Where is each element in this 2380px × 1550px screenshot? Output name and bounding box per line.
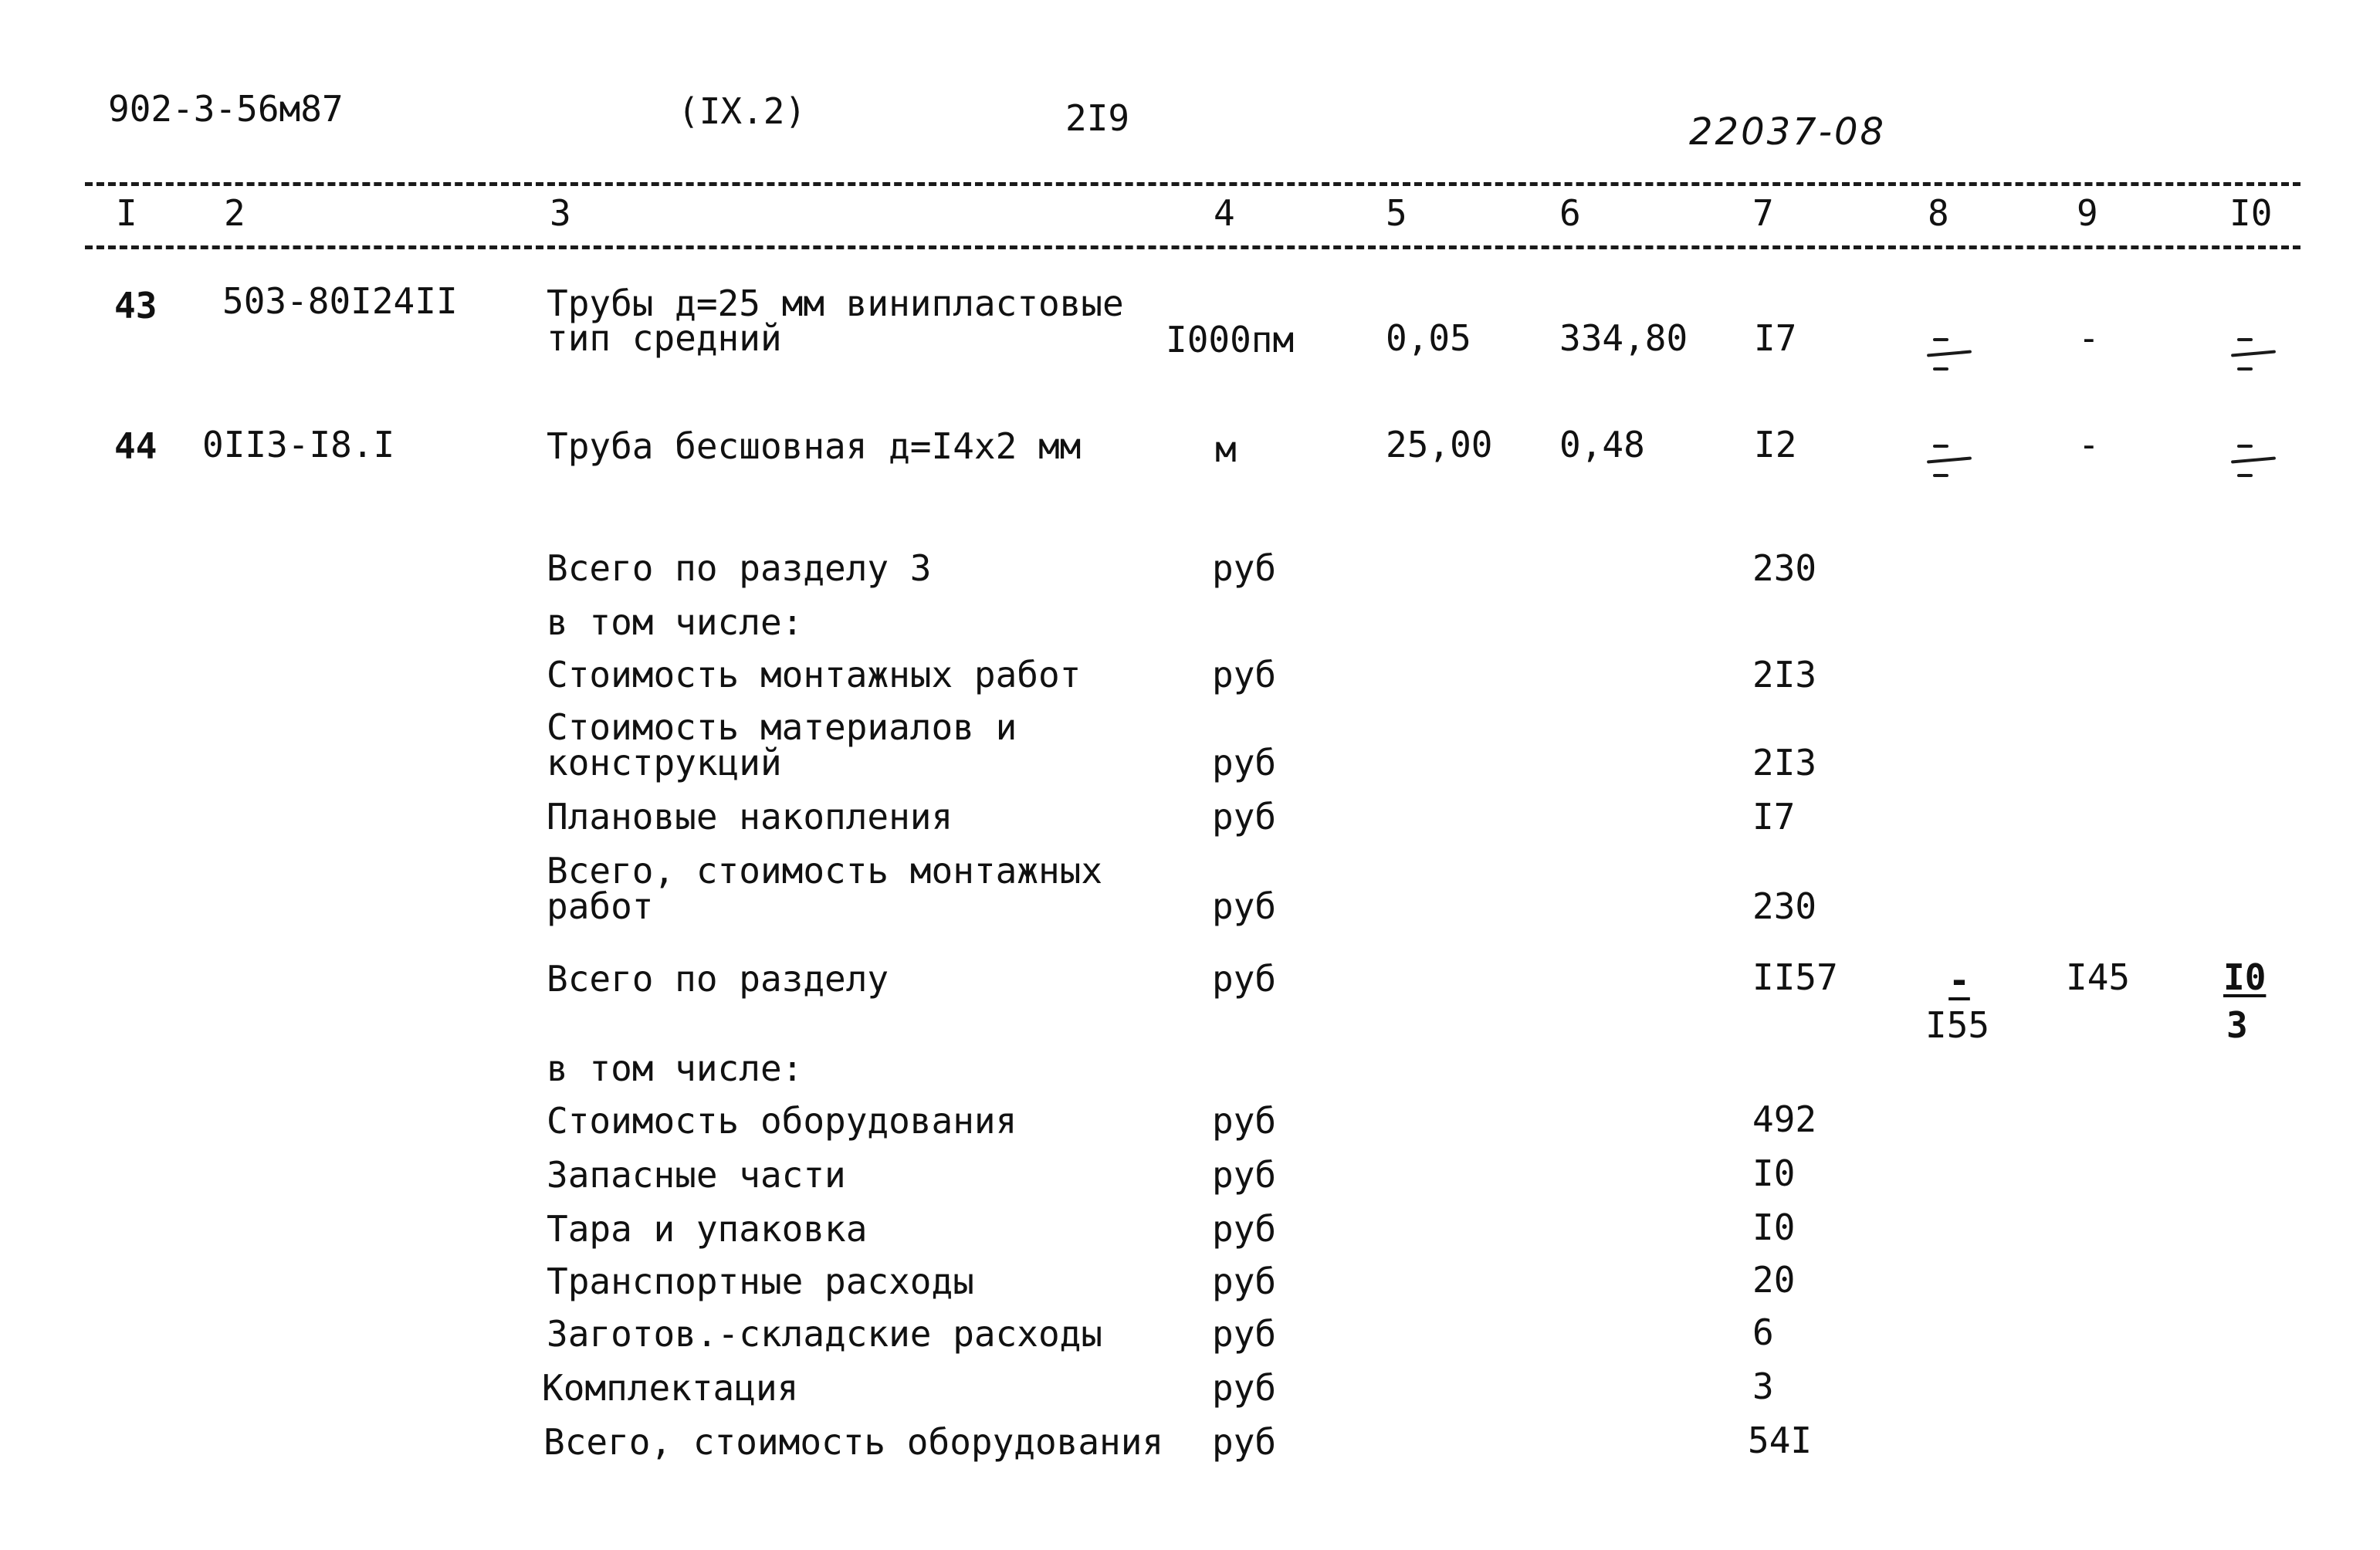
item-col9: - bbox=[2078, 424, 2100, 465]
column-header-2: 2 bbox=[224, 192, 245, 234]
summary-unit: руб bbox=[1212, 1421, 1277, 1463]
column-header-3: 3 bbox=[550, 192, 571, 234]
summary-label: Стоимость оборудования bbox=[547, 1100, 1017, 1142]
col10-top-value: I0 bbox=[2223, 956, 2267, 998]
summary-unit: руб bbox=[1212, 885, 1277, 927]
section-code: (IX.2) bbox=[678, 90, 807, 132]
summary-value: I0 bbox=[1752, 1206, 1796, 1248]
col10-bottom-value: 3 bbox=[2226, 1004, 2248, 1046]
summary-label: Стоимость монтажных работ bbox=[547, 654, 1082, 695]
summary-unit: руб bbox=[1212, 958, 1277, 1000]
summary-value: 20 bbox=[1752, 1259, 1796, 1301]
item-price: 334,80 bbox=[1559, 317, 1688, 359]
summary-label-continued: работ bbox=[547, 885, 654, 927]
summary-unit: руб bbox=[1212, 1208, 1277, 1250]
column-header-9: 9 bbox=[2077, 192, 2098, 234]
item-unit: м bbox=[1215, 428, 1237, 470]
summary-value: 3 bbox=[1752, 1366, 1774, 1407]
summary-label: Тара и упаковка bbox=[547, 1208, 868, 1250]
column-header-5: 5 bbox=[1386, 192, 1407, 234]
summary-value: 230 bbox=[1752, 547, 1817, 589]
including-label: в том числе: bbox=[547, 601, 804, 643]
header-bottom-rule bbox=[85, 245, 2300, 249]
item-total: I7 bbox=[1754, 317, 1797, 359]
summary-label: Всего, стоимость монтажных bbox=[547, 850, 1103, 892]
summary-unit: руб bbox=[1212, 547, 1277, 589]
summary-unit: руб bbox=[1212, 742, 1277, 783]
summary-label: Транспортные расходы bbox=[547, 1261, 974, 1302]
summary-label: Стоимость материалов и bbox=[547, 706, 1017, 748]
column-header-8: 8 bbox=[1928, 192, 1949, 234]
ditto-mark-icon bbox=[2231, 440, 2280, 485]
summary-value: II57 bbox=[1752, 956, 1838, 998]
ditto-mark-icon bbox=[1927, 440, 1976, 485]
summary-label: Запасные части bbox=[547, 1154, 846, 1196]
column-header-7: 7 bbox=[1752, 192, 1774, 234]
summary-unit: руб bbox=[1212, 796, 1277, 838]
including-label: в том числе: bbox=[547, 1047, 804, 1089]
item-total: I2 bbox=[1754, 424, 1797, 465]
summary-value: 6 bbox=[1752, 1311, 1774, 1353]
summary-label: Всего по разделу bbox=[547, 958, 889, 1000]
summary-label: Всего, стоимость оборудования bbox=[543, 1421, 1164, 1463]
col8-bottom-value: I55 bbox=[1925, 1004, 1990, 1046]
summary-unit: руб bbox=[1212, 1100, 1277, 1142]
summary-unit: руб bbox=[1212, 1367, 1277, 1409]
summary-unit: руб bbox=[1212, 1313, 1277, 1355]
item-number: 44 bbox=[114, 425, 157, 467]
ditto-mark-icon bbox=[2231, 333, 2280, 378]
summary-label: Комплектация bbox=[542, 1367, 799, 1409]
column-header-4: 4 bbox=[1214, 192, 1235, 234]
item-name-continued: тип средний bbox=[547, 317, 782, 359]
summary-label-continued: конструкций bbox=[547, 742, 782, 783]
item-code: 0II3-I8.I bbox=[202, 424, 395, 465]
summary-value: I0 bbox=[1752, 1152, 1796, 1194]
summary-label: Плановые накопления bbox=[547, 796, 953, 838]
ditto-mark-icon bbox=[1927, 333, 1976, 378]
col8-top-value: - bbox=[1948, 959, 1970, 1001]
item-name: Трубы д=25 мм винипластовые bbox=[547, 283, 1124, 324]
item-code: 503-80I24II bbox=[222, 280, 458, 322]
summary-value: 230 bbox=[1752, 885, 1817, 927]
summary-label: Заготов.-складские расходы bbox=[547, 1313, 1103, 1355]
summary-value: 54I bbox=[1748, 1420, 1813, 1461]
column-header-10: I0 bbox=[2229, 192, 2273, 234]
handwritten-code: 22037-08 bbox=[1689, 110, 1887, 154]
item-unit: I000пм bbox=[1166, 319, 1295, 360]
item-name: Труба бесшовная д=I4х2 мм bbox=[547, 425, 1082, 467]
column-header-1: I bbox=[116, 192, 137, 234]
item-number: 43 bbox=[114, 285, 157, 327]
item-price: 0,48 bbox=[1559, 424, 1645, 465]
summary-label: Всего по разделу 3 bbox=[547, 547, 932, 589]
doc-number: 902-3-56м87 bbox=[108, 88, 344, 130]
item-quantity: 0,05 bbox=[1386, 317, 1471, 359]
col9-value: I45 bbox=[2066, 956, 2131, 998]
item-quantity: 25,00 bbox=[1386, 424, 1493, 465]
summary-unit: руб bbox=[1212, 1261, 1277, 1302]
column-header-6: 6 bbox=[1559, 192, 1581, 234]
item-col9: - bbox=[2078, 317, 2100, 359]
summary-value: 2I3 bbox=[1752, 654, 1817, 695]
page-number: 2I9 bbox=[1065, 97, 1130, 139]
header-top-rule bbox=[85, 182, 2300, 186]
summary-value: I7 bbox=[1752, 796, 1796, 838]
summary-value: 2I3 bbox=[1752, 742, 1817, 783]
summary-unit: руб bbox=[1212, 1154, 1277, 1196]
summary-value: 492 bbox=[1752, 1098, 1817, 1140]
summary-unit: руб bbox=[1212, 654, 1277, 695]
